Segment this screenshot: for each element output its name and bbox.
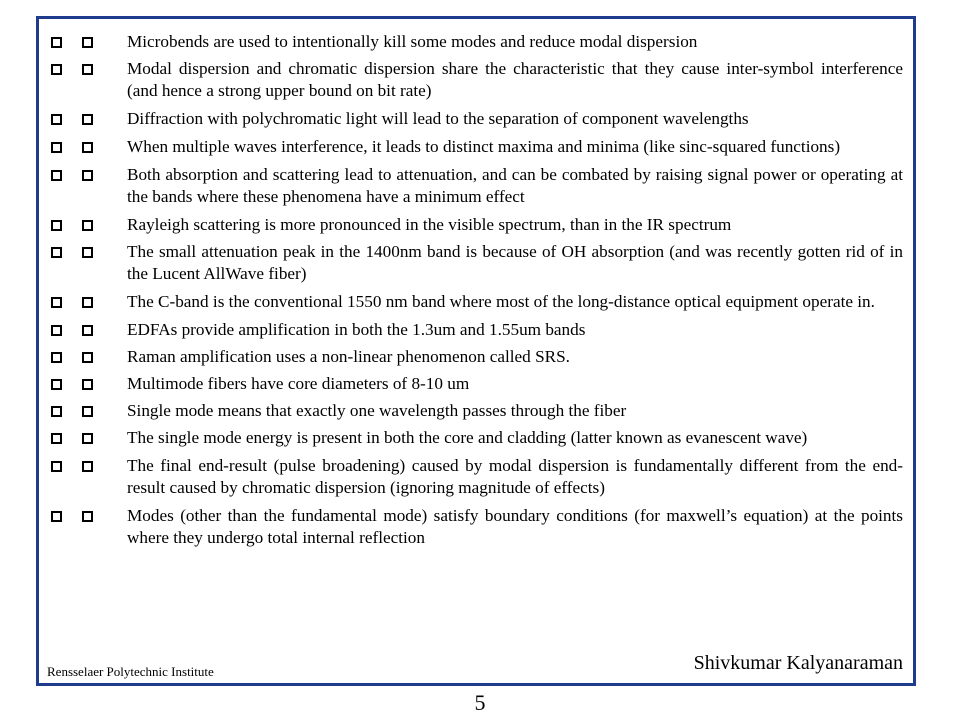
statement-item [51,291,903,313]
checkbox-group [51,164,127,208]
checkbox-group [51,58,127,102]
true-checkbox[interactable] [51,325,62,336]
author-footer: Shivkumar Kalyanaraman [693,652,903,674]
true-checkbox[interactable] [51,142,62,153]
statement-text: The small attenuation peak in the 1400nm band is because of OH absorption (and was recently gotten rid of in the Lucent AllWave fiber) [127,242,903,283]
statement-list [51,31,903,555]
statement-item [51,214,903,236]
institution-footer: Rensselaer Polytechnic Institute [47,664,214,679]
statement-item [51,31,903,53]
statement-text: EDFAs provide amplification in both the 1.3um and 1.55um bands [127,320,586,339]
slide-frame [36,16,916,686]
false-checkbox[interactable] [82,37,93,48]
false-checkbox[interactable] [82,433,93,444]
false-checkbox[interactable] [82,64,93,75]
statement-text: Microbends are used to intentionally kill some modes and reduce modal dispersion [127,32,698,51]
checkbox-group [51,373,127,395]
statement-item [51,455,903,499]
false-checkbox[interactable] [82,511,93,522]
statement-text: Diffraction with polychromatic light will lead to the separation of component wavelengths [127,109,749,128]
false-checkbox[interactable] [82,379,93,390]
false-checkbox[interactable] [82,247,93,258]
statement-item [51,400,903,422]
true-checkbox[interactable] [51,247,62,258]
statement-text: The C-band is the conventional 1550 nm band where most of the long-distance optical equipment operate in. [127,292,875,311]
statement-item [51,164,903,208]
checkbox-group [51,214,127,236]
true-checkbox[interactable] [51,379,62,390]
true-checkbox[interactable] [51,406,62,417]
statement-item [51,427,903,449]
checkbox-group [51,136,127,158]
true-checkbox[interactable] [51,461,62,472]
false-checkbox[interactable] [82,170,93,181]
statement-text: Both absorption and scattering lead to attenuation, and can be combated by raising signal power or operating at the bands where these phenomena have a minimum effect [127,165,903,206]
statement-text: Modal dispersion and chromatic dispersion share the characteristic that they cause inter-symbol interference (and hence a strong upper bound on bit rate) [127,59,903,100]
true-checkbox[interactable] [51,433,62,444]
statement-item [51,373,903,395]
true-checkbox[interactable] [51,297,62,308]
true-checkbox[interactable] [51,37,62,48]
checkbox-group [51,241,127,285]
page-number: 5 [474,690,486,715]
false-checkbox[interactable] [82,114,93,125]
statement-item [51,346,903,368]
checkbox-group [51,427,127,449]
checkbox-group [51,291,127,313]
checkbox-group [51,31,127,53]
statement-text: When multiple waves interference, it leads to distinct maxima and minima (like sinc-squared functions) [127,137,841,156]
checkbox-group [51,108,127,130]
statement-item [51,58,903,102]
statement-text: Multimode fibers have core diameters of 8-10 um [127,374,470,393]
true-checkbox[interactable] [51,352,62,363]
false-checkbox[interactable] [82,352,93,363]
statement-text: Modes (other than the fundamental mode) satisfy boundary conditions (for maxwell’s equation) at the points where they undergo total internal reflection [127,506,903,547]
statement-item [51,136,903,158]
statement-text: The final end-result (pulse broadening) caused by modal dispersion is fundamentally different from the end-result caused by chromatic dispersion (ignoring magnitude of effects) [127,456,903,497]
true-checkbox[interactable] [51,170,62,181]
statement-text: Raman amplification uses a non-linear phenomenon called SRS. [127,347,570,366]
false-checkbox[interactable] [82,325,93,336]
checkbox-group [51,319,127,341]
true-checkbox[interactable] [51,64,62,75]
true-checkbox[interactable] [51,511,62,522]
checkbox-group [51,346,127,368]
statement-item [51,241,903,285]
false-checkbox[interactable] [82,142,93,153]
statement-item [51,319,903,341]
checkbox-group [51,455,127,499]
statement-item [51,108,903,130]
false-checkbox[interactable] [82,461,93,472]
false-checkbox[interactable] [82,220,93,231]
true-checkbox[interactable] [51,114,62,125]
true-checkbox[interactable] [51,220,62,231]
statement-text: Rayleigh scattering is more pronounced in the visible spectrum, than in the IR spectrum [127,215,732,234]
statement-text: Single mode means that exactly one wavelength passes through the fiber [127,401,627,420]
statement-text: The single mode energy is present in both the core and cladding (latter known as evanescent wave) [127,428,808,447]
false-checkbox[interactable] [82,297,93,308]
statement-item [51,505,903,549]
checkbox-group [51,400,127,422]
false-checkbox[interactable] [82,406,93,417]
checkbox-group [51,505,127,549]
